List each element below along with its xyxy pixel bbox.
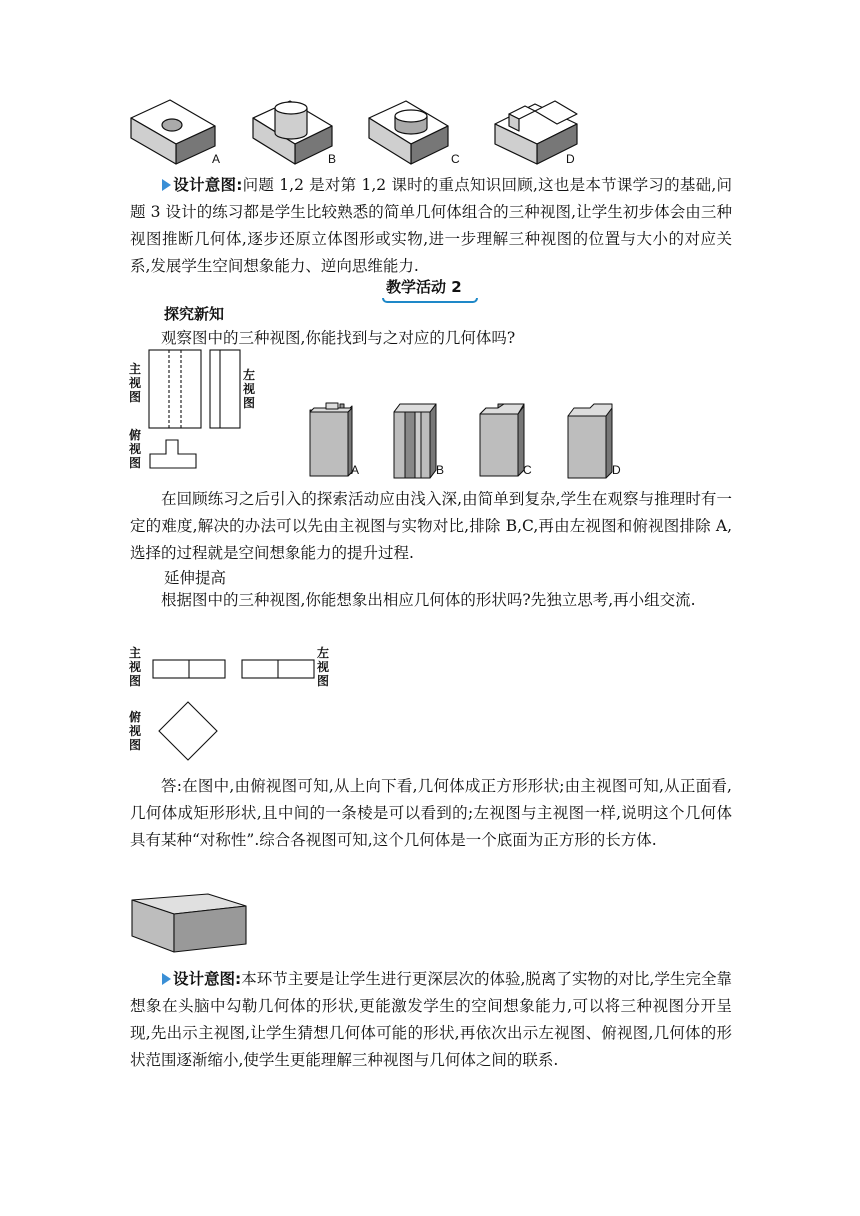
explore-option-label-a: A [351,463,360,477]
solid-b-slab-with-cylinder [253,101,332,164]
extend-answer: 答:在图中,由俯视图可知,从上向下看,几何体成正方形形状;由主视图可知,从正面看,几何体成矩形形状,且中间的一条棱是可以看到的;左视图与主视图一样,说明这个几何体具有某种“对称性”.综合各视图可知,这个几何体是一个底面为正方形的长方体. [130,777,732,849]
solid-a-slab-with-hole [131,100,215,164]
cuboid-solid-figure [128,890,252,958]
explore-question: 观察图中的三种视图,你能找到与之对应的几何体吗? [161,329,516,347]
explore-heading: 探究新知 [164,305,225,323]
extend-question: 根据图中的三种视图,你能想象出相应几何体的形状吗?先独立思考,再小组交流. [161,591,696,609]
design-note-2-label: 设计意图: [173,970,242,988]
explore-solid-d [568,404,612,478]
top-option-label-d: D [566,152,575,166]
activity-title: 教学活动 2 [386,278,462,296]
explore-option-label-b: B [436,463,445,477]
explore-solids-figure [300,398,630,480]
top-solids-figure [125,96,585,170]
extend-top-view-label: 俯视图 [128,710,141,752]
explore-option-label-c: C [523,463,532,477]
explore-solid-b [394,404,436,478]
design-note-1 [130,172,732,280]
explore-left-view-label: 左视图 [242,368,255,410]
design-note-2-text: 本环节主要是让学生进行更深层次的体验,脱离了实物的对比,学生完全靠想象在头脑中勾勒几何体的形状,更能激发学生的空间想象能力,可以将三种视图分开呈现,先出示主视图,让学生猜想几何体可能的形状,再依次出示左视图、俯视图,几何体的形状范围逐渐缩小,使学生更能理解三种视图与几何体之间的联系. [130,970,733,1069]
design-note-2 [130,966,732,1074]
top-option-label-b: B [328,152,337,166]
explore-solid-a [310,403,352,476]
top-option-label-a: A [212,152,221,166]
explore-explanation: 在回顾练习之后引入的探索活动应由浅入深,由简单到复杂,学生在观察与推理时有一定的难度,解决的办法可以先由主视图与实物对比,排除 B,C,再由左视图和俯视图排除 A,选择的过程就是空间想象能力的提升过程. [130,490,732,562]
activity-title-underline [382,298,478,303]
explore-top-view-label: 俯视图 [128,428,141,470]
note-arrow-icon [162,973,171,985]
explore-front-view-label: 主视图 [128,362,141,404]
solid-c-slab-with-short-cylinder [369,101,448,164]
extend-three-views-drawing [150,654,320,766]
note-arrow-icon [162,179,171,191]
design-note-1-text: 问题 1,2 是对第 1,2 课时的重点知识回顾,这也是本节课学习的基础,问题 3 设计的练习都是学生比较熟悉的简单几何体组合的三种视图,让学生初步体会由三种视图推断几何体,逐步还原立体图形或实物,进一步理解三种视图的位置与大小的对应关系,发展学生空间想象能力、逆向思维能力. [130,176,732,275]
explore-solid-c [480,404,524,476]
explore-three-views-drawing [144,346,244,472]
extend-heading: 延伸提高 [164,569,227,587]
extend-front-view-label: 主视图 [128,646,141,688]
extend-left-view-label: 左视图 [316,646,329,688]
solid-d-stepped-block [495,101,577,164]
explore-option-label-d: D [612,463,621,477]
design-note-1-label: 设计意图: [173,176,243,194]
top-option-label-c: C [451,152,460,166]
